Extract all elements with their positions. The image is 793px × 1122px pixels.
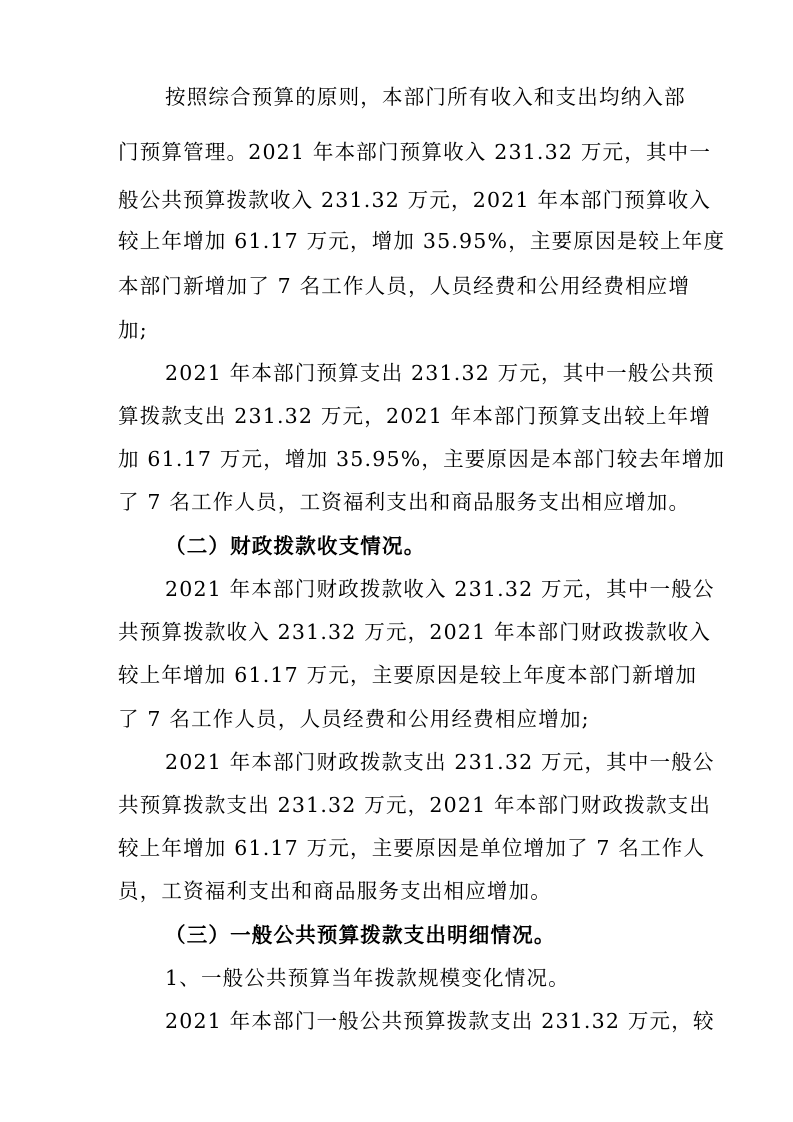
para-1-line-2: 门预算管理。2021 年本部门预算收入 231.32 万元，其中一 bbox=[118, 140, 712, 164]
para-2-line-2: 算拨款支出 231.32 万元，2021 年本部门预算支出较上年增 bbox=[118, 404, 712, 428]
para-4-line-1: 2021 年本部门财政拨款支出 231.32 万元，其中一般公 bbox=[165, 750, 715, 774]
para-4-line-2: 共预算拨款支出 231.32 万元，2021 年本部门财政拨款支出 bbox=[118, 793, 712, 817]
para-2-line-4: 了 7 名工作人员，工资福利支出和商品服务支出相应增加。 bbox=[118, 490, 691, 514]
para-3-line-4: 了 7 名工作人员，人员经费和公用经费相应增加; bbox=[118, 707, 590, 731]
section-heading-3: （三）一般公共预算拨款支出明细情况。 bbox=[165, 923, 556, 947]
section-heading-2: （二）财政拨款收支情况。 bbox=[165, 534, 426, 558]
para-1-line-4: 较上年增加 61.17 万元，增加 35.95%，主要原因是较上年度 bbox=[118, 229, 726, 253]
para-1-line-5: 本部门新增加了 7 名工作人员，人员经费和公用经费相应增 bbox=[118, 274, 691, 298]
para-4-line-4: 员，工资福利支出和商品服务支出相应增加。 bbox=[118, 879, 552, 903]
para-1-line-1: 按照综合预算的原则，本部门所有收入和支出均纳入部 bbox=[165, 85, 686, 109]
para-5-line-1: 2021 年本部门一般公共预算拨款支出 231.32 万元，较 bbox=[165, 1009, 715, 1033]
para-2-line-3: 加 61.17 万元，增加 35.95%，主要原因是本部门较去年增加 bbox=[118, 447, 726, 471]
para-1-line-6: 加; bbox=[118, 318, 148, 342]
para-2-line-1: 2021 年本部门预算支出 231.32 万元，其中一般公共预 bbox=[165, 361, 715, 385]
para-3-line-3: 较上年增加 61.17 万元，主要原因是较上年度本部门新增加 bbox=[118, 663, 698, 687]
para-3-line-1: 2021 年本部门财政拨款收入 231.32 万元，其中一般公 bbox=[165, 577, 715, 601]
para-4-line-3: 较上年增加 61.17 万元，主要原因是单位增加了 7 名工作人 bbox=[118, 836, 706, 860]
para-1-line-3: 般公共预算拨款收入 231.32 万元，2021 年本部门预算收入 bbox=[118, 188, 712, 212]
para-3-line-2: 共预算拨款收入 231.32 万元，2021 年本部门财政拨款收入 bbox=[118, 620, 712, 644]
subsection-1: 1、一般公共预算当年拨款规模变化情况。 bbox=[165, 966, 570, 990]
